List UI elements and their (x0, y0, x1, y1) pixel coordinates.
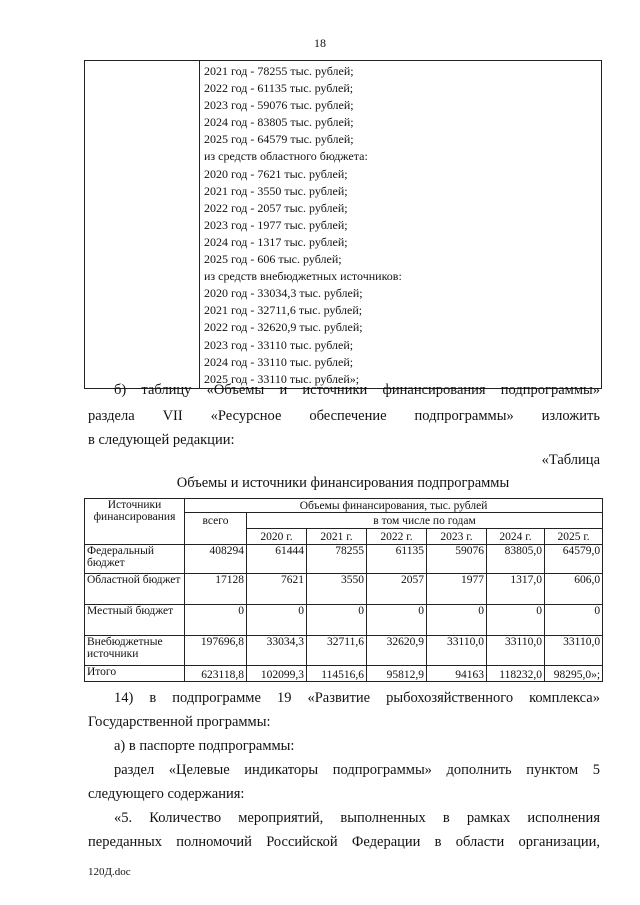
row-value: 64579,0 (545, 545, 603, 574)
row-value: 32620,9 (367, 636, 427, 666)
list-item: 2023 год - 1977 тыс. рублей; (204, 217, 348, 232)
table-row (85, 605, 603, 636)
header-volume: Объемы финансирования, тыс. рублей (185, 499, 603, 513)
page-number: 18 (314, 36, 326, 50)
list-item: 2023 год - 33110 тыс. рублей; (204, 337, 354, 352)
list-item: из средств внебюджетных источников: (204, 269, 402, 284)
row-value: 61444 (247, 545, 307, 574)
table-title: Объемы и источники финансирования подпрограммы (176, 475, 510, 491)
row-source: Федеральный бюджет (85, 545, 185, 574)
list-item: 2022 год - 2057 тыс. рублей; (204, 200, 348, 215)
empty-left-cell (85, 61, 200, 389)
paragraph-5-line-1: «5. Количество мероприятий, выполненных в рамках исполнения (114, 810, 600, 826)
row-value: 1317,0 (487, 574, 545, 605)
header-year: 2022 г. (367, 529, 427, 545)
table-row-total (85, 666, 603, 682)
row-value: 0 (307, 605, 367, 636)
row-value: 0 (427, 605, 487, 636)
paragraph-section-line-1: раздел «Целевые индикаторы подпрограммы» дополнить пунктом 5 (114, 762, 600, 778)
row-total: 623118,8 (185, 666, 247, 682)
header-year: 2023 г. (427, 529, 487, 545)
row-total: 17128 (185, 574, 247, 605)
row-value: 32711,6 (307, 636, 367, 666)
header-year: 2020 г. (247, 529, 307, 545)
row-value: 3550 (307, 574, 367, 605)
table-row (85, 545, 603, 574)
row-value: 0 (545, 605, 603, 636)
table-label: «Таблица (541, 452, 600, 468)
row-total: 0 (185, 605, 247, 636)
list-item: 2022 год - 61135 тыс. рублей; (204, 81, 354, 96)
row-source: Областной бюджет (85, 574, 185, 605)
row-value: 33110,0 (545, 636, 603, 666)
footer-filename: 120Д.doc (88, 866, 131, 878)
paragraph-a: а) в паспорте подпрограммы: (114, 738, 295, 754)
row-total: 408294 (185, 545, 247, 574)
row-value: 102099,3 (247, 666, 307, 682)
row-value: 33110,0 (487, 636, 545, 666)
list-item: 2021 год - 32711,6 тыс. рублей; (204, 303, 363, 318)
table-row (85, 636, 603, 666)
funding-list-table (84, 60, 602, 389)
header-total: всего (185, 513, 247, 545)
row-value: 1977 (427, 574, 487, 605)
row-value: 98295,0»; (545, 666, 603, 682)
paragraph-b-line-2: раздела VII «Ресурсное обеспечение подпрограммы» изложить (88, 408, 600, 424)
paragraph-14-line-1: 14) в подпрограмме 19 «Развитие рыбохозяйственного комплекса» (114, 690, 600, 706)
row-value: 78255 (307, 545, 367, 574)
list-item: 2020 год - 33034,3 тыс. рублей; (204, 286, 363, 301)
list-item: 2021 год - 3550 тыс. рублей; (204, 183, 348, 198)
row-value: 33110,0 (427, 636, 487, 666)
row-source: Внебюджетные источники (85, 636, 185, 666)
table-row (85, 574, 603, 605)
row-value: 606,0 (545, 574, 603, 605)
row-value: 95812,9 (367, 666, 427, 682)
header-year: 2025 г. (545, 529, 603, 545)
paragraph-5-line-2: переданных полномочий Российской Федерации в области организации, (88, 834, 600, 850)
header-sources: Источники финансирования (85, 499, 185, 545)
paragraph-14-line-2: Государственной программы: (88, 714, 271, 730)
funding-list-cell (200, 61, 602, 389)
list-item: 2022 год - 32620,9 тыс. рублей; (204, 320, 363, 335)
financing-table (84, 498, 603, 682)
header-year: 2021 г. (307, 529, 367, 545)
row-value: 0 (367, 605, 427, 636)
row-source: Местный бюджет (85, 605, 185, 636)
list-item: 2023 год - 59076 тыс. рублей; (204, 98, 354, 113)
row-source: Итого (85, 666, 185, 682)
row-value: 94163 (427, 666, 487, 682)
list-item: 2024 год - 83805 тыс. рублей; (204, 115, 354, 130)
row-value: 114516,6 (307, 666, 367, 682)
row-value: 0 (487, 605, 545, 636)
list-item: 2025 год - 606 тыс. рублей; (204, 252, 342, 267)
row-value: 59076 (427, 545, 487, 574)
paragraph-b-line-3: в следующей редакции: (88, 432, 235, 448)
list-item: 2024 год - 1317 тыс. рублей; (204, 234, 348, 249)
row-value: 2057 (367, 574, 427, 605)
row-total: 197696,8 (185, 636, 247, 666)
list-item: 2021 год - 78255 тыс. рублей; (204, 64, 354, 78)
row-value: 61135 (367, 545, 427, 574)
row-value: 7621 (247, 574, 307, 605)
paragraph-b-line-1: б) таблицу «Объемы и источники финансирования подпрограммы» (114, 382, 600, 398)
row-value: 0 (247, 605, 307, 636)
list-item: 2025 год - 64579 тыс. рублей; (204, 132, 354, 147)
row-value: 83805,0 (487, 545, 545, 574)
header-year: 2024 г. (487, 529, 545, 545)
row-value: 33034,3 (247, 636, 307, 666)
list-item: 2020 год - 7621 тыс. рублей; (204, 166, 348, 181)
header-by-years: в том числе по годам (247, 513, 603, 529)
paragraph-section-line-2: следующего содержания: (88, 786, 245, 802)
list-item: 2025 год - 33110 тыс. рублей»; (204, 371, 360, 386)
row-value: 118232,0 (487, 666, 545, 682)
list-item: из средств областного бюджета: (204, 149, 368, 164)
list-item: 2024 год - 33110 тыс. рублей; (204, 354, 354, 369)
